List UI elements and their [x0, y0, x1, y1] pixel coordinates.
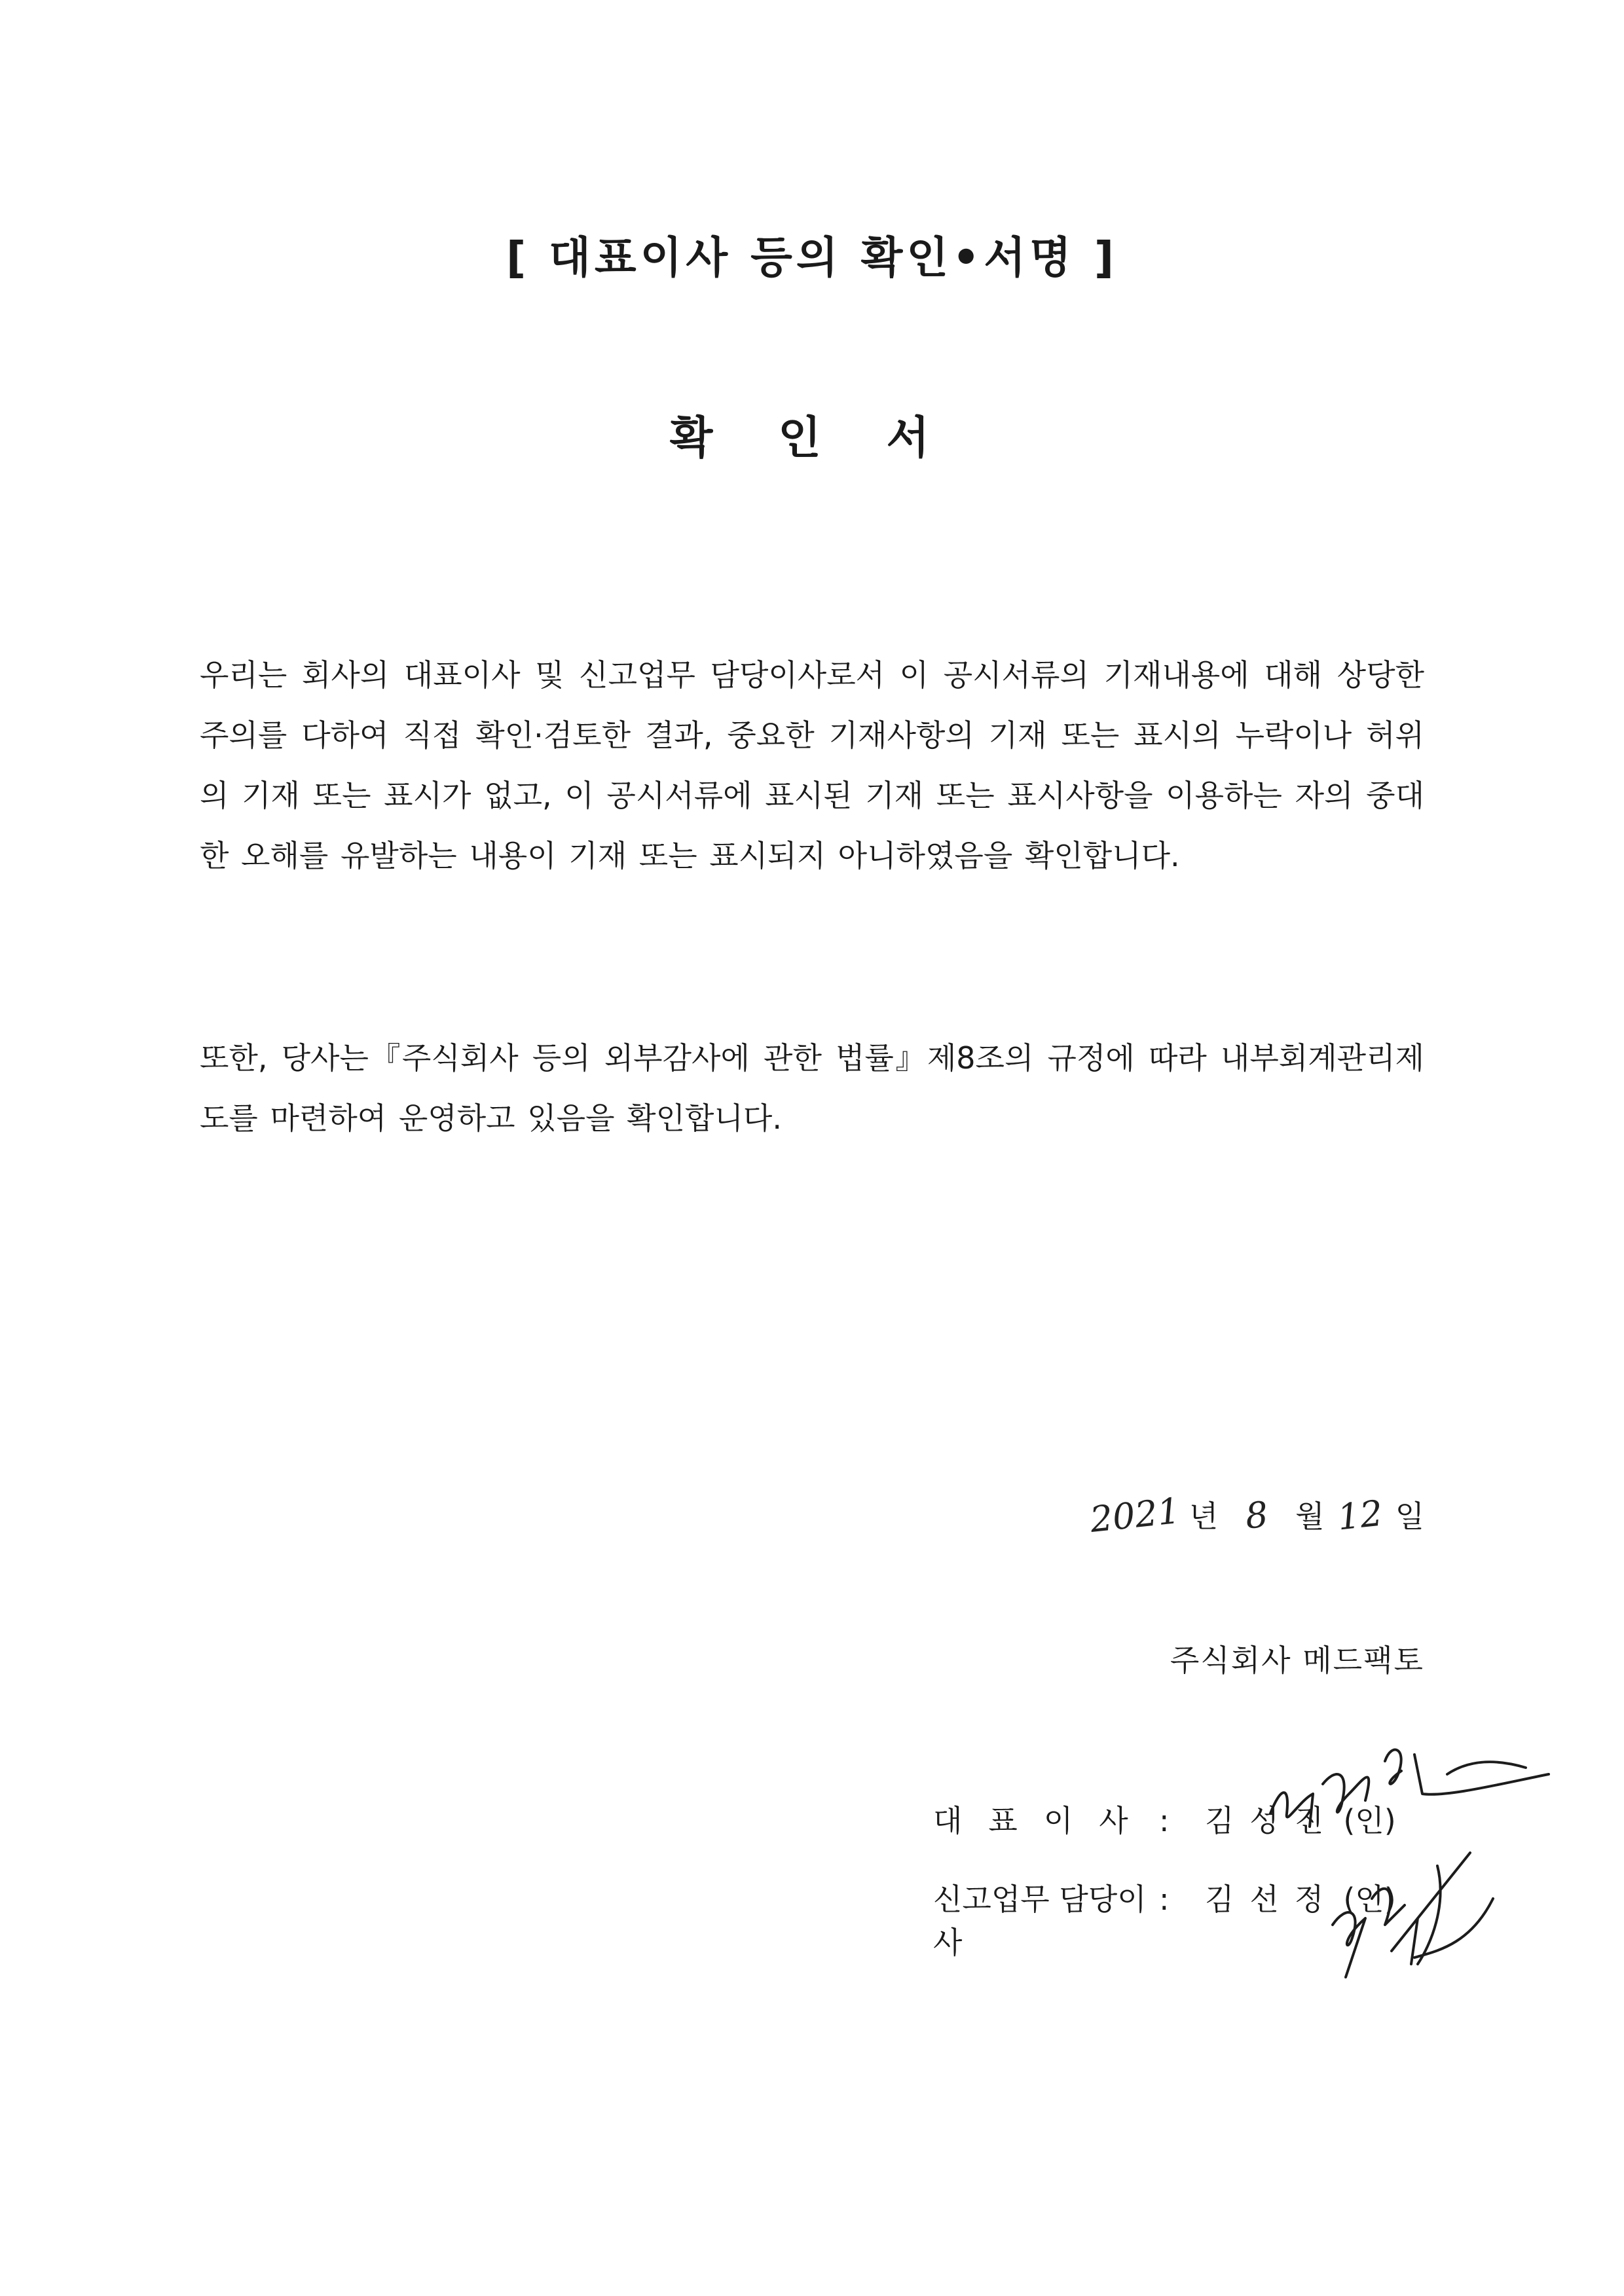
document-title: 확 인 서 [669, 412, 955, 464]
signatory-role: 대표이사 [933, 1803, 1154, 1838]
day-label: 일 [1395, 1499, 1424, 1534]
date-line [1088, 1489, 1424, 1540]
signatory-colon: : [1159, 1803, 1170, 1838]
signatory-colon: : [1159, 1882, 1170, 1917]
seal-mark: (인) [1343, 1803, 1396, 1838]
signatory-name: 김선정 [1205, 1882, 1340, 1917]
signatory-role: 신고업무 담당이사 [933, 1882, 1147, 1960]
signatory-row-reporting-director [933, 1876, 1396, 1962]
internal-control-paragraph: 또한, 당사는『주식회사 등의 외부감사에 관한 법률』제8조의 규정에 따라 내부회계관리제도를 마련하여 운영하고 있음을 확인합니다. [200, 1040, 1424, 1136]
handwritten-month: 8 [1243, 1493, 1270, 1537]
seal-mark: (인) [1343, 1882, 1396, 1917]
handwritten-year: 2021 [1088, 1489, 1182, 1540]
confirmation-paragraph: 우리는 회사의 대표이사 및 신고업무 담당이사로서 이 공시서류의 기재내용에 대해 상당한 주의를 다하여 직접 확인·검토한 결과, 중요한 기재사항의 기재 또는 표시의 누락이나 허위의 기재 또는 표시가 없고, 이 공시서류에 표시된 기재 또는 표시사항을 이용하는 자의 중대한 오해를 유발하는 내용이 기재 또는 표시되지 아니하였음을 확인합니다. [200, 657, 1424, 873]
handwritten-day: 12 [1335, 1492, 1385, 1539]
signatory-row-ceo [933, 1797, 1396, 1840]
company-name: 주식회사 메드팩토 [1170, 1643, 1424, 1678]
month-label: 월 [1295, 1499, 1325, 1534]
signatory-name: 김성진 [1205, 1803, 1340, 1838]
document-header: [ 대표이사 등의 확인•서명 ] [506, 232, 1118, 283]
year-label: 년 [1189, 1499, 1219, 1534]
